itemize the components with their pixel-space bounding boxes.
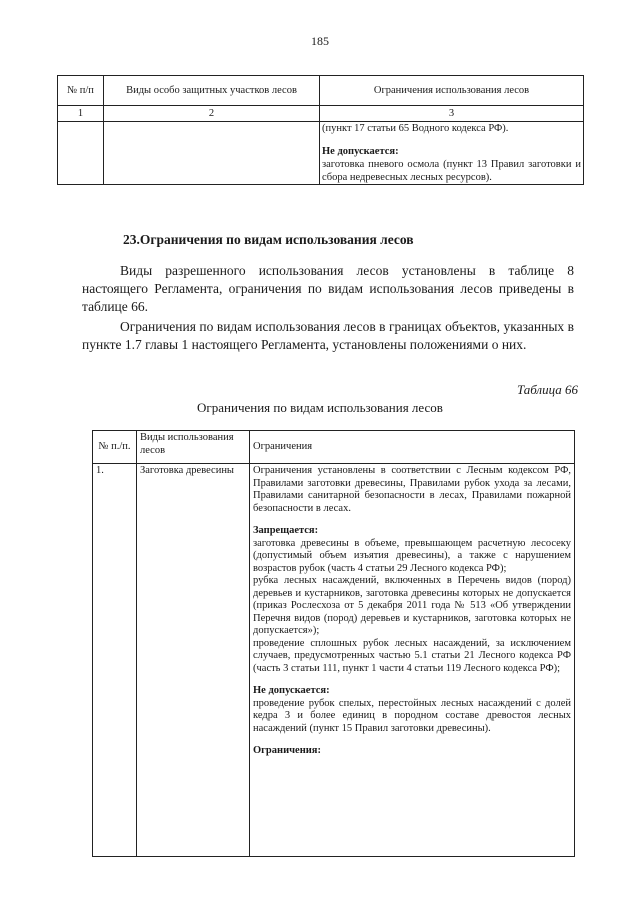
section-title: 23.Ограничения по видам использования лесов [123, 232, 414, 247]
top-table-empty-cell [58, 122, 104, 185]
prohibited-heading: Запрещается: [253, 525, 319, 536]
row-number: 1. [93, 464, 137, 857]
top-table-continuation [57, 75, 584, 185]
top-table-header-number: № п/п [58, 76, 104, 106]
continuation-text: заготовка пневого осмола (пункт 13 Правил заготовки и сбора недревесных лесных ресурсов). [322, 159, 581, 183]
top-table-colnum-1: 1 [58, 106, 104, 122]
top-table-colnum-2: 2 [104, 106, 320, 122]
prohibited-item: проведение сплошных рубок лесных насаждений, за исключением случаев, предусмотренных частью 5.1 статьи 21 Лесного кодекса РФ (часть 3 статьи 111, пункт 1 части 4 статьи 119 Лесного кодекса РФ); [253, 637, 571, 674]
row-restrictions [250, 464, 575, 857]
prohibited-item: рубка лесных насаждений, включенных в Перечень видов (пород) деревьев и кустарников, заготовка древесины которых не допускается (приказ Рослесхоза от 5 декабря 2011 года № 513 «Об утверждении Перечня видов (пород) деревьев и кустарников, заготовка которых не допускается»); [253, 575, 571, 636]
main-table-header-restrictions: Ограничения [250, 431, 575, 464]
row-use-type: Заготовка древесины [137, 464, 250, 857]
main-table-header-use-types: Виды использования лесов [137, 431, 250, 464]
not-allowed-text: проведение рубок спелых, перестойных лесных насаждений с долей кедра 3 и более единиц в породном составе древостоя лесных насаждений (пункт 15 Правил заготовки древесины). [253, 697, 571, 734]
continuation-line: (пункт 17 статьи 65 Водного кодекса РФ). [322, 123, 509, 134]
restrictions-table [92, 430, 575, 857]
top-table-colnum-3: 3 [320, 106, 584, 122]
top-table-header-restrictions: Ограничения использования лесов [320, 76, 584, 106]
table-caption: Ограничения по видам использования лесов [197, 400, 443, 415]
continuation-heading: Не допускается: [322, 146, 399, 157]
main-table-header-number: № п./п. [93, 431, 137, 464]
paragraph-2: Ограничения по видам использования лесов в границах объектов, указанных в пункте 1.7 главы 1 настоящего Регламента, установлены положениями о них. [82, 319, 574, 352]
top-table-empty-cell [104, 122, 320, 185]
page-number: 185 [311, 34, 329, 48]
not-allowed-heading: Не допускается: [253, 685, 330, 696]
restrictions-intro: Ограничения установлены в соответствии с Лесным кодексом РФ, Правилами заготовки древесины, Правилами рубок ухода за лесами, Правилами санитарной безопасности в лесах, Правилами пожарной безопасности в лесах. [253, 465, 571, 514]
prohibited-item: заготовка древесины в объеме, превышающем расчетную лесосеку (допустимый объем изъятия древесины), а также с нарушением возрастов рубок (часть 4 статьи 29 Лесного кодекса РФ); [253, 537, 571, 574]
top-table-continuation-cell [320, 122, 584, 185]
paragraph-1: Виды разрешенного использования лесов установлены в таблице 8 настоящего Регламента, ограничения по видам использования лесов приведены в таблице 66. [82, 263, 574, 314]
top-table-header-area-types: Виды особо защитных участков лесов [104, 76, 320, 106]
table-label: Таблица 66 [516, 382, 578, 397]
restrictions-heading: Ограничения: [253, 745, 321, 756]
